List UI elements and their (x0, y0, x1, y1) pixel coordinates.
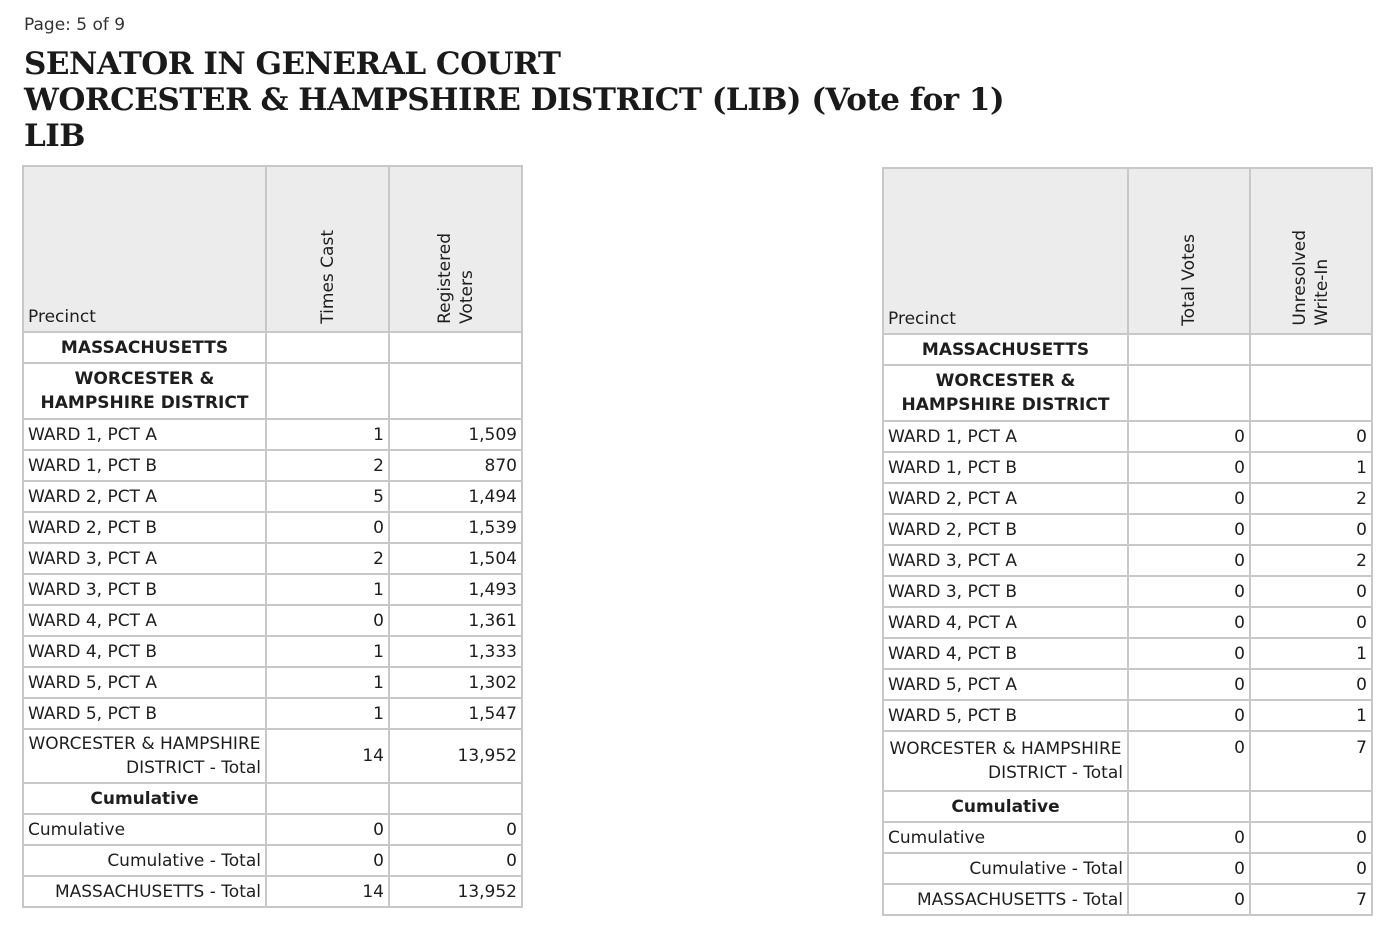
precinct-turnout-table (22, 165, 523, 908)
total-votes-column-header: Total Votes (1128, 168, 1250, 334)
district-total-row (883, 731, 1372, 791)
state-section-label: MASSACHUSETTS (883, 334, 1128, 365)
state-total-times-cast: 14 (266, 876, 389, 907)
district-total-votes: 0 (1128, 731, 1250, 791)
title-line-district: WORCESTER & HAMPSHIRE DISTRICT (LIB) (Vote for 1) (24, 82, 1005, 118)
cumulative-row (883, 822, 1372, 853)
state-section-row (883, 334, 1372, 365)
precinct-name: WARD 4, PCT B (23, 636, 266, 667)
cumulative-total-votes-total: 0 (1128, 853, 1250, 884)
row-value-2: 1 (1250, 700, 1372, 731)
district-section-label: WORCESTER & HAMPSHIRE DISTRICT (23, 363, 266, 419)
district-section-row (23, 363, 522, 419)
cumulative-total-times-cast: 0 (266, 845, 389, 876)
precinct-name: WARD 3, PCT A (883, 545, 1128, 576)
precinct-column-header: Precinct (23, 166, 266, 332)
precinct-name: WARD 4, PCT A (883, 607, 1128, 638)
precinct-name: WARD 5, PCT B (883, 700, 1128, 731)
row-value-1: 1 (266, 419, 389, 450)
row-value-1: 2 (266, 450, 389, 481)
row-value-1: 1 (266, 698, 389, 729)
table-row (23, 636, 522, 667)
district-total-label: WORCESTER & HAMPSHIRE DISTRICT - Total (23, 729, 266, 783)
cumulative-label: Cumulative (883, 822, 1128, 853)
cumulative-times-cast: 0 (266, 814, 389, 845)
row-value-2: 1,494 (389, 481, 522, 512)
cumulative-section-row (883, 791, 1372, 822)
row-value-1: 0 (1128, 669, 1250, 700)
row-value-1: 0 (1128, 421, 1250, 452)
cumulative-section-row (23, 783, 522, 814)
table-row (883, 452, 1372, 483)
cumulative-total-label: Cumulative - Total (883, 853, 1128, 884)
row-value-2: 2 (1250, 483, 1372, 514)
precinct-name: WARD 2, PCT A (23, 481, 266, 512)
table-row (883, 514, 1372, 545)
cumulative-section-label: Cumulative (883, 791, 1128, 822)
cumulative-total-label: Cumulative - Total (23, 845, 266, 876)
precinct-name: WARD 4, PCT B (883, 638, 1128, 669)
row-value-1: 0 (266, 605, 389, 636)
row-value-2: 0 (1250, 514, 1372, 545)
table-row (23, 481, 522, 512)
row-value-1: 0 (1128, 545, 1250, 576)
table-row (23, 574, 522, 605)
state-total-label: MASSACHUSETTS - Total (23, 876, 266, 907)
row-value-1: 0 (1128, 576, 1250, 607)
row-value-2: 1,539 (389, 512, 522, 543)
district-section-row (883, 365, 1372, 421)
precinct-name: WARD 1, PCT B (883, 452, 1128, 483)
report-title (24, 46, 1004, 154)
table-row (23, 543, 522, 574)
district-total-times-cast: 14 (266, 729, 389, 783)
unresolved-write-in-column-header: Unresolved Write-In (1250, 168, 1372, 334)
state-section-label: MASSACHUSETTS (23, 332, 266, 363)
cumulative-write-in: 0 (1250, 822, 1372, 853)
table-row (883, 421, 1372, 452)
district-total-registered: 13,952 (389, 729, 522, 783)
row-value-2: 1 (1250, 452, 1372, 483)
row-value-2: 1,547 (389, 698, 522, 729)
precinct-name: WARD 5, PCT A (883, 669, 1128, 700)
row-value-2: 1,302 (389, 667, 522, 698)
district-section-label: WORCESTER & HAMPSHIRE DISTRICT (883, 365, 1128, 421)
row-value-1: 0 (1128, 607, 1250, 638)
district-total-row (23, 729, 522, 783)
row-value-2: 1,333 (389, 636, 522, 667)
precinct-name: WARD 1, PCT A (883, 421, 1128, 452)
cumulative-total-row (883, 853, 1372, 884)
table-header-row (23, 166, 522, 332)
row-value-1: 0 (1128, 483, 1250, 514)
district-total-label: WORCESTER & HAMPSHIRE DISTRICT - Total (883, 731, 1128, 791)
table-row (23, 605, 522, 636)
row-value-1: 0 (1128, 514, 1250, 545)
table-row (23, 419, 522, 450)
row-value-2: 0 (1250, 607, 1372, 638)
registered-voters-column-header: Registered Voters (389, 166, 522, 332)
row-value-2: 1,493 (389, 574, 522, 605)
row-value-1: 0 (1128, 452, 1250, 483)
row-value-2: 0 (1250, 669, 1372, 700)
state-total-label: MASSACHUSETTS - Total (883, 884, 1128, 915)
precinct-name: WARD 1, PCT A (23, 419, 266, 450)
state-total-write-in: 7 (1250, 884, 1372, 915)
row-value-2: 870 (389, 450, 522, 481)
cumulative-total-write-in: 0 (1250, 853, 1372, 884)
row-value-1: 2 (266, 543, 389, 574)
cumulative-total-registered: 0 (389, 845, 522, 876)
state-total-registered: 13,952 (389, 876, 522, 907)
table-row (883, 700, 1372, 731)
row-value-2: 1,504 (389, 543, 522, 574)
precinct-name: WARD 4, PCT A (23, 605, 266, 636)
row-value-1: 5 (266, 481, 389, 512)
precinct-name: WARD 1, PCT B (23, 450, 266, 481)
title-line-office: SENATOR IN GENERAL COURT (24, 46, 561, 82)
table-row (23, 512, 522, 543)
table-row (883, 576, 1372, 607)
title-line-party: LIB (24, 118, 85, 154)
table-header-row (883, 168, 1372, 334)
district-total-write-in: 7 (1250, 731, 1372, 791)
precinct-name: WARD 3, PCT B (883, 576, 1128, 607)
row-value-2: 2 (1250, 545, 1372, 576)
table-row (883, 607, 1372, 638)
cumulative-label: Cumulative (23, 814, 266, 845)
table-row (883, 483, 1372, 514)
cumulative-section-label: Cumulative (23, 783, 266, 814)
cumulative-total-row (23, 845, 522, 876)
table-row (23, 698, 522, 729)
precinct-name: WARD 5, PCT B (23, 698, 266, 729)
state-total-votes: 0 (1128, 884, 1250, 915)
times-cast-column-header: Times Cast (266, 166, 389, 332)
row-value-2: 1,361 (389, 605, 522, 636)
table-row (883, 545, 1372, 576)
row-value-1: 0 (1128, 700, 1250, 731)
precinct-name: WARD 3, PCT B (23, 574, 266, 605)
cumulative-row (23, 814, 522, 845)
precinct-name: WARD 2, PCT B (883, 514, 1128, 545)
row-value-2: 1,509 (389, 419, 522, 450)
row-value-2: 1 (1250, 638, 1372, 669)
precinct-name: WARD 5, PCT A (23, 667, 266, 698)
table-row (23, 667, 522, 698)
row-value-1: 1 (266, 667, 389, 698)
state-total-row (23, 876, 522, 907)
precinct-name: WARD 3, PCT A (23, 543, 266, 574)
row-value-1: 0 (266, 512, 389, 543)
state-section-row (23, 332, 522, 363)
state-total-row (883, 884, 1372, 915)
cumulative-registered: 0 (389, 814, 522, 845)
precinct-name: WARD 2, PCT A (883, 483, 1128, 514)
precinct-column-header: Precinct (883, 168, 1128, 334)
precinct-name: WARD 2, PCT B (23, 512, 266, 543)
row-value-1: 0 (1128, 638, 1250, 669)
row-value-1: 1 (266, 574, 389, 605)
row-value-2: 0 (1250, 421, 1372, 452)
table-row (883, 638, 1372, 669)
row-value-2: 0 (1250, 576, 1372, 607)
precinct-votes-table (882, 167, 1373, 916)
table-row (23, 450, 522, 481)
page-number: Page: 5 of 9 (24, 15, 126, 35)
cumulative-total-votes: 0 (1128, 822, 1250, 853)
row-value-1: 1 (266, 636, 389, 667)
table-row (883, 669, 1372, 700)
